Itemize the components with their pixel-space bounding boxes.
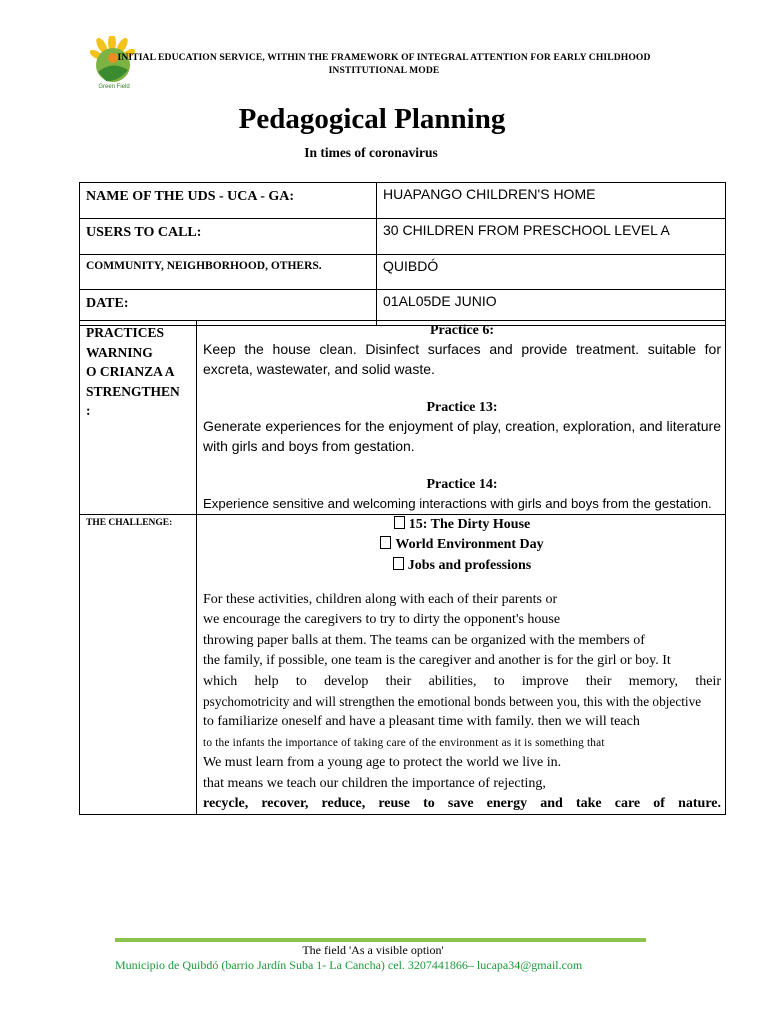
practice-title: Practice 13: bbox=[426, 400, 498, 415]
practices-label-line: : bbox=[86, 403, 91, 418]
challenge-item bbox=[203, 515, 721, 536]
info-row bbox=[80, 183, 726, 219]
challenge-line: we encourage the caregivers to try to dirty the opponent's house bbox=[203, 612, 561, 628]
practices-label-line: O CRIANZA A bbox=[86, 364, 175, 379]
footer-tagline: The field 'As a visible option' bbox=[302, 943, 444, 957]
checkbox-icon bbox=[394, 516, 405, 529]
header-line-1: INITIAL EDUCATION SERVICE, WITHIN THE FRAMEWORK OF INTEGRAL ATTENTION FOR EARLY CHILDHOOD bbox=[117, 52, 651, 63]
page-subtitle: In times of coronavirus bbox=[304, 145, 438, 160]
practices-label bbox=[80, 321, 197, 515]
challenge-line: We must learn from a young age to protect the world we live in. bbox=[203, 755, 562, 771]
challenge-line: psychomotricity and will strengthen the emotional bonds between you, this with the objective bbox=[203, 694, 702, 710]
practice-text: Generate experiences for the enjoyment of play, creation, exploration, and literature with girls and boys from gestation. bbox=[203, 418, 721, 454]
challenge-line: throwing paper balls at them. The teams can be organized with the members of bbox=[203, 632, 645, 648]
challenge-line: For these activities, children along with each of their parents or bbox=[203, 592, 558, 607]
challenge-item bbox=[203, 535, 721, 556]
challenge-line: to the infants the importance of taking care of the environment as it is something that bbox=[203, 736, 605, 749]
challenge-line: recycle, recover, reduce, reuse to save energy and take care of nature. bbox=[203, 796, 721, 812]
challenge-content bbox=[197, 514, 726, 815]
practices-row bbox=[80, 321, 726, 515]
challenge-row bbox=[80, 514, 726, 815]
challenge-line: the family, if possible, one team is the caregiver and another is for the girl or boy. It bbox=[203, 653, 671, 669]
planning-table bbox=[79, 320, 726, 815]
page-title: Pedagogical Planning bbox=[238, 103, 506, 135]
info-table bbox=[79, 182, 726, 326]
practice-text: Experience sensitive and welcoming interactions with girls and boys from the gestation. bbox=[203, 496, 712, 511]
checkbox-icon bbox=[393, 557, 404, 570]
challenge-item-label: Jobs and professions bbox=[407, 557, 532, 573]
footer-address: Municipio de Quibdó (barrio Jardín Suba 1- La Cancha) cel. 3207441866– lucapa34@gmail.com bbox=[115, 958, 583, 972]
challenge-description bbox=[203, 590, 721, 814]
practices-label-line: STRENGTHEN bbox=[86, 383, 180, 399]
info-value: HUAPANGO CHILDREN'S HOME bbox=[377, 183, 726, 219]
challenge-line: which help to develop their abilities, to improve their memory, their bbox=[203, 673, 721, 689]
info-row bbox=[80, 219, 726, 255]
practice-title: Practice 6: bbox=[429, 323, 495, 338]
challenge-item-label: 15: The Dirty House bbox=[408, 516, 531, 532]
practice-text: Keep the house clean. Disinfect surfaces and provide treatment. suitable for excreta, wastewater, and solid waste. bbox=[203, 341, 721, 377]
header-line-2: INSTITUTIONAL MODE bbox=[328, 65, 440, 76]
info-label: NAME OF THE UDS - UCA - GA: bbox=[80, 183, 377, 219]
challenge-item bbox=[203, 556, 721, 577]
challenge-label: THE CHALLENGE: bbox=[80, 514, 197, 815]
practices-label-line: PRACTICES bbox=[86, 325, 165, 340]
info-label: COMMUNITY, NEIGHBORHOOD, OTHERS. bbox=[80, 255, 377, 290]
checkbox-icon bbox=[380, 536, 391, 549]
challenge-item-label: World Environment Day bbox=[395, 537, 544, 552]
challenge-line: to familiarize oneself and have a pleasant time with family. then we will teach bbox=[203, 714, 640, 730]
info-value: 30 CHILDREN FROM PRESCHOOL LEVEL A bbox=[377, 219, 726, 255]
practices-label-line: WARNING bbox=[86, 344, 153, 360]
footer-divider bbox=[115, 938, 646, 942]
logo-caption: Green Field bbox=[98, 84, 130, 90]
info-label: USERS TO CALL: bbox=[80, 219, 377, 255]
challenge-line: that means we teach our children the importance of rejecting, bbox=[203, 775, 546, 791]
info-value: QUIBDÓ bbox=[377, 255, 726, 290]
info-label: DATE: bbox=[80, 290, 377, 326]
info-value: 01AL05DE JUNIO bbox=[377, 290, 726, 326]
info-row bbox=[80, 255, 726, 290]
practices-content bbox=[197, 321, 726, 515]
practice-title: Practice 14: bbox=[426, 477, 498, 492]
